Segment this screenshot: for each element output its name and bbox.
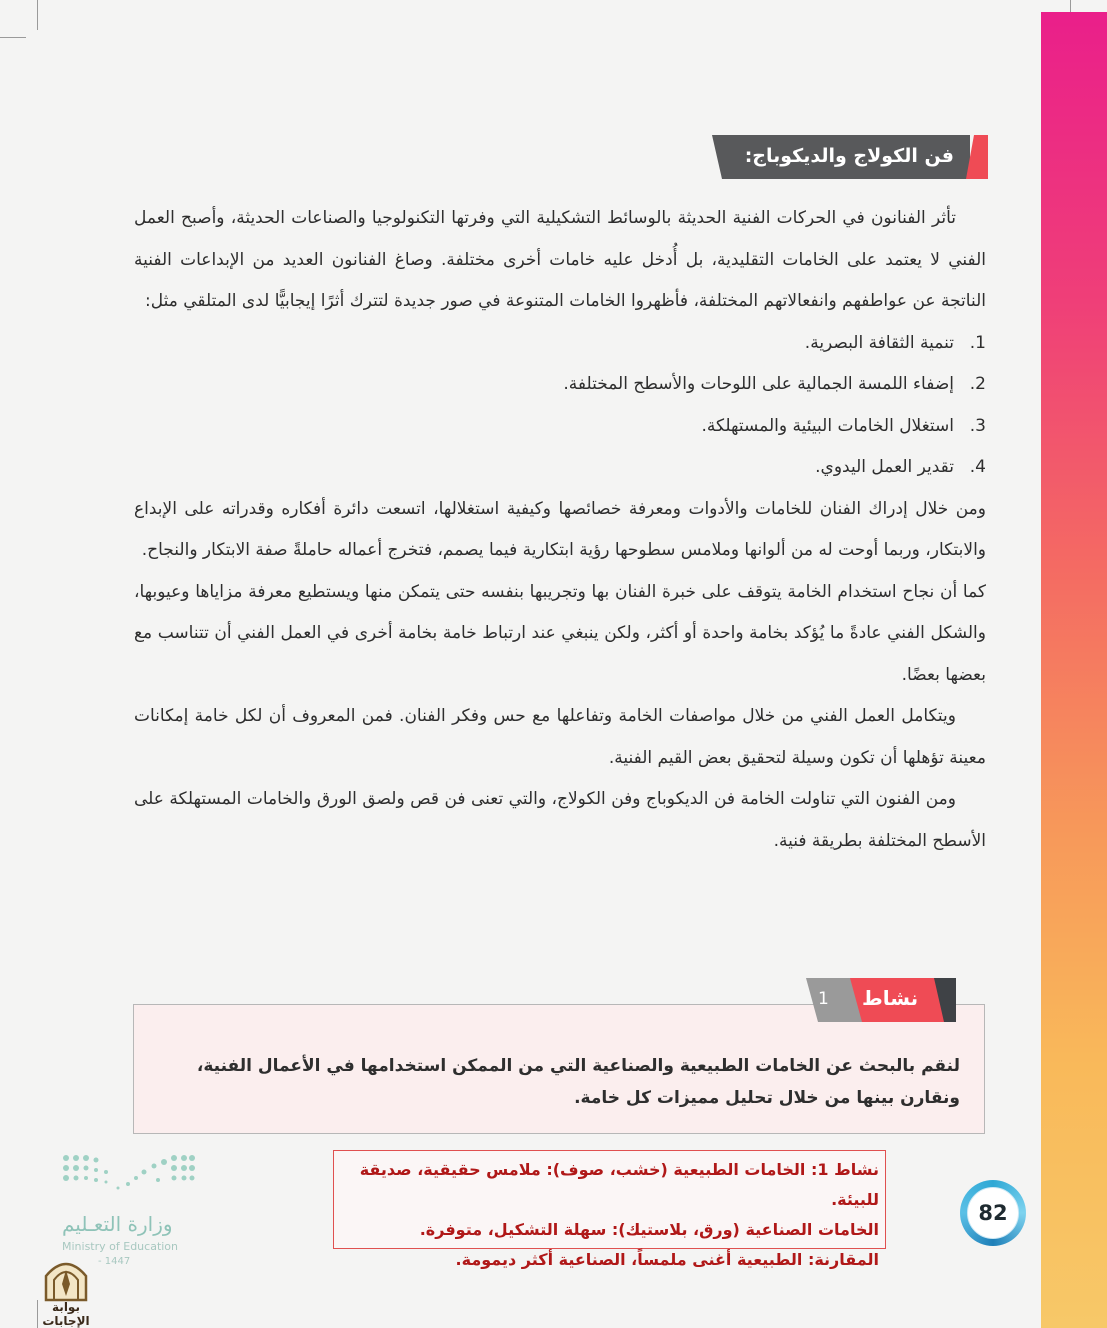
page-number: 82 [967,1187,1019,1239]
ministry-year: - 1447 [98,1256,131,1267]
crop-mark [0,37,26,38]
list-item: 3. استغلال الخامات البيئية والمستهلكة. [701,415,986,436]
section-title-banner [712,135,988,179]
paragraph: ويتكامل العمل الفني من خلال مواصفات الخامة وتفاعلها مع حس وفكر الفنان. فمن المعروف أن لكل خامة إمكانات معينة تؤهلها أن تكون وسيلة لتحقيق بعض القيم الفنية. [134,706,986,768]
activity-number: 1 [818,989,829,1009]
section-title: فن الكولاج والديكوباج: [744,145,954,167]
body-text [134,198,986,862]
answer-line: المقارنة: الطبيعية أغنى ملمساً، الصناعية أكثر ديمومة. [455,1250,879,1269]
ministry-name-ar: وزارة التعـليم [62,1212,173,1236]
list-item: 4. تقدير العمل اليدوي. [815,457,986,477]
ministry-dots-icon [58,1150,198,1196]
page-number-badge [960,1180,1026,1246]
answer-line: نشاط 1: الخامات الطبيعية (خشب، صوف): ملامس حقيقية، صديقة للبيئة. [359,1160,879,1209]
portal-logo [30,1256,102,1328]
paragraph: كما أن نجاح استخدام الخامة يتوقف على خبرة الفنان بها وتجريبها بنفسه حتى يتمكن منها ويستطيع معرفة مزاياها وعيوبها، والشكل الفني عادةً ما يُؤكد بخامة واحدة أو أكثر، ولكن ينبغي عند ارتباط خامة بخامة أخرى في العمل الفني أن تتناسب مع بعضها بعضًا. [134,581,986,685]
activity-label: نشاط [862,986,919,1010]
side-gradient-stripe [1041,12,1107,1328]
activity-tab [806,978,956,1022]
activity-text: لنقم بالبحث عن الخامات الطبيعية والصناعية التي من الممكن استخدامها في الأعمال الفنية، ونقارن بينها من خلال تحليل مميزات كل خامة. [196,1056,960,1108]
list-item: 1. تنمية الثقافة البصرية. [804,332,986,353]
list-item: 2. إضفاء اللمسة الجمالية على اللوحات والأسطح المختلفة. [563,374,986,394]
paragraph: ومن خلال إدراك الفنان للخامات والأدوات ومعرفة خصائصها وكيفية استغلالها، اتسعت دائرة أفكاره وقدراته على الإبداع والابتكار، وربما أوحت له من ألوانها وملامس سطوحها رؤية ابتكارية فيما يصمم، فتخرج أعماله حاملةً صفة الابتكار والنجاح. [134,498,986,560]
answer-box [333,1150,886,1269]
paragraph: ومن الفنون التي تناولت الخامة فن الديكوباج وفن الكولاج، والتي تعنى فن قص ولصق الورق والخامات المستهلكة على الأسطح المختلفة بطريقة فنية. [134,789,986,851]
mosque-icon [30,1256,102,1302]
ministry-logo [58,1150,208,1270]
ministry-name-en: Ministry of Education [62,1240,179,1253]
benefits-list [134,323,986,489]
answer-line: الخامات الصناعية (ورق، بلاستيك): سهلة التشكيل، متوفرة. [419,1220,879,1239]
crop-mark [37,0,38,30]
portal-caption: بوابة الإجابات [42,1300,90,1328]
paragraph: تأثر الفنانون في الحركات الفنية الحديثة بالوسائط التشكيلية التي وفرتها التكنولوجيا والصناعات الحديثة، وأصبح العمل الفني لا يعتمد على الخامات التقليدية، بل أُدخل عليه خامات أخرى مختلفة. وصاغ الفنانون العديد من الإبداعات الفنية الناتجة عن عواطفهم وانفعالاتهم المختلفة، فأظهروا الخامات المتنوعة في صور جديدة لتترك أثرًا إيجابيًّا لدى المتلقي مثل: [134,208,986,311]
